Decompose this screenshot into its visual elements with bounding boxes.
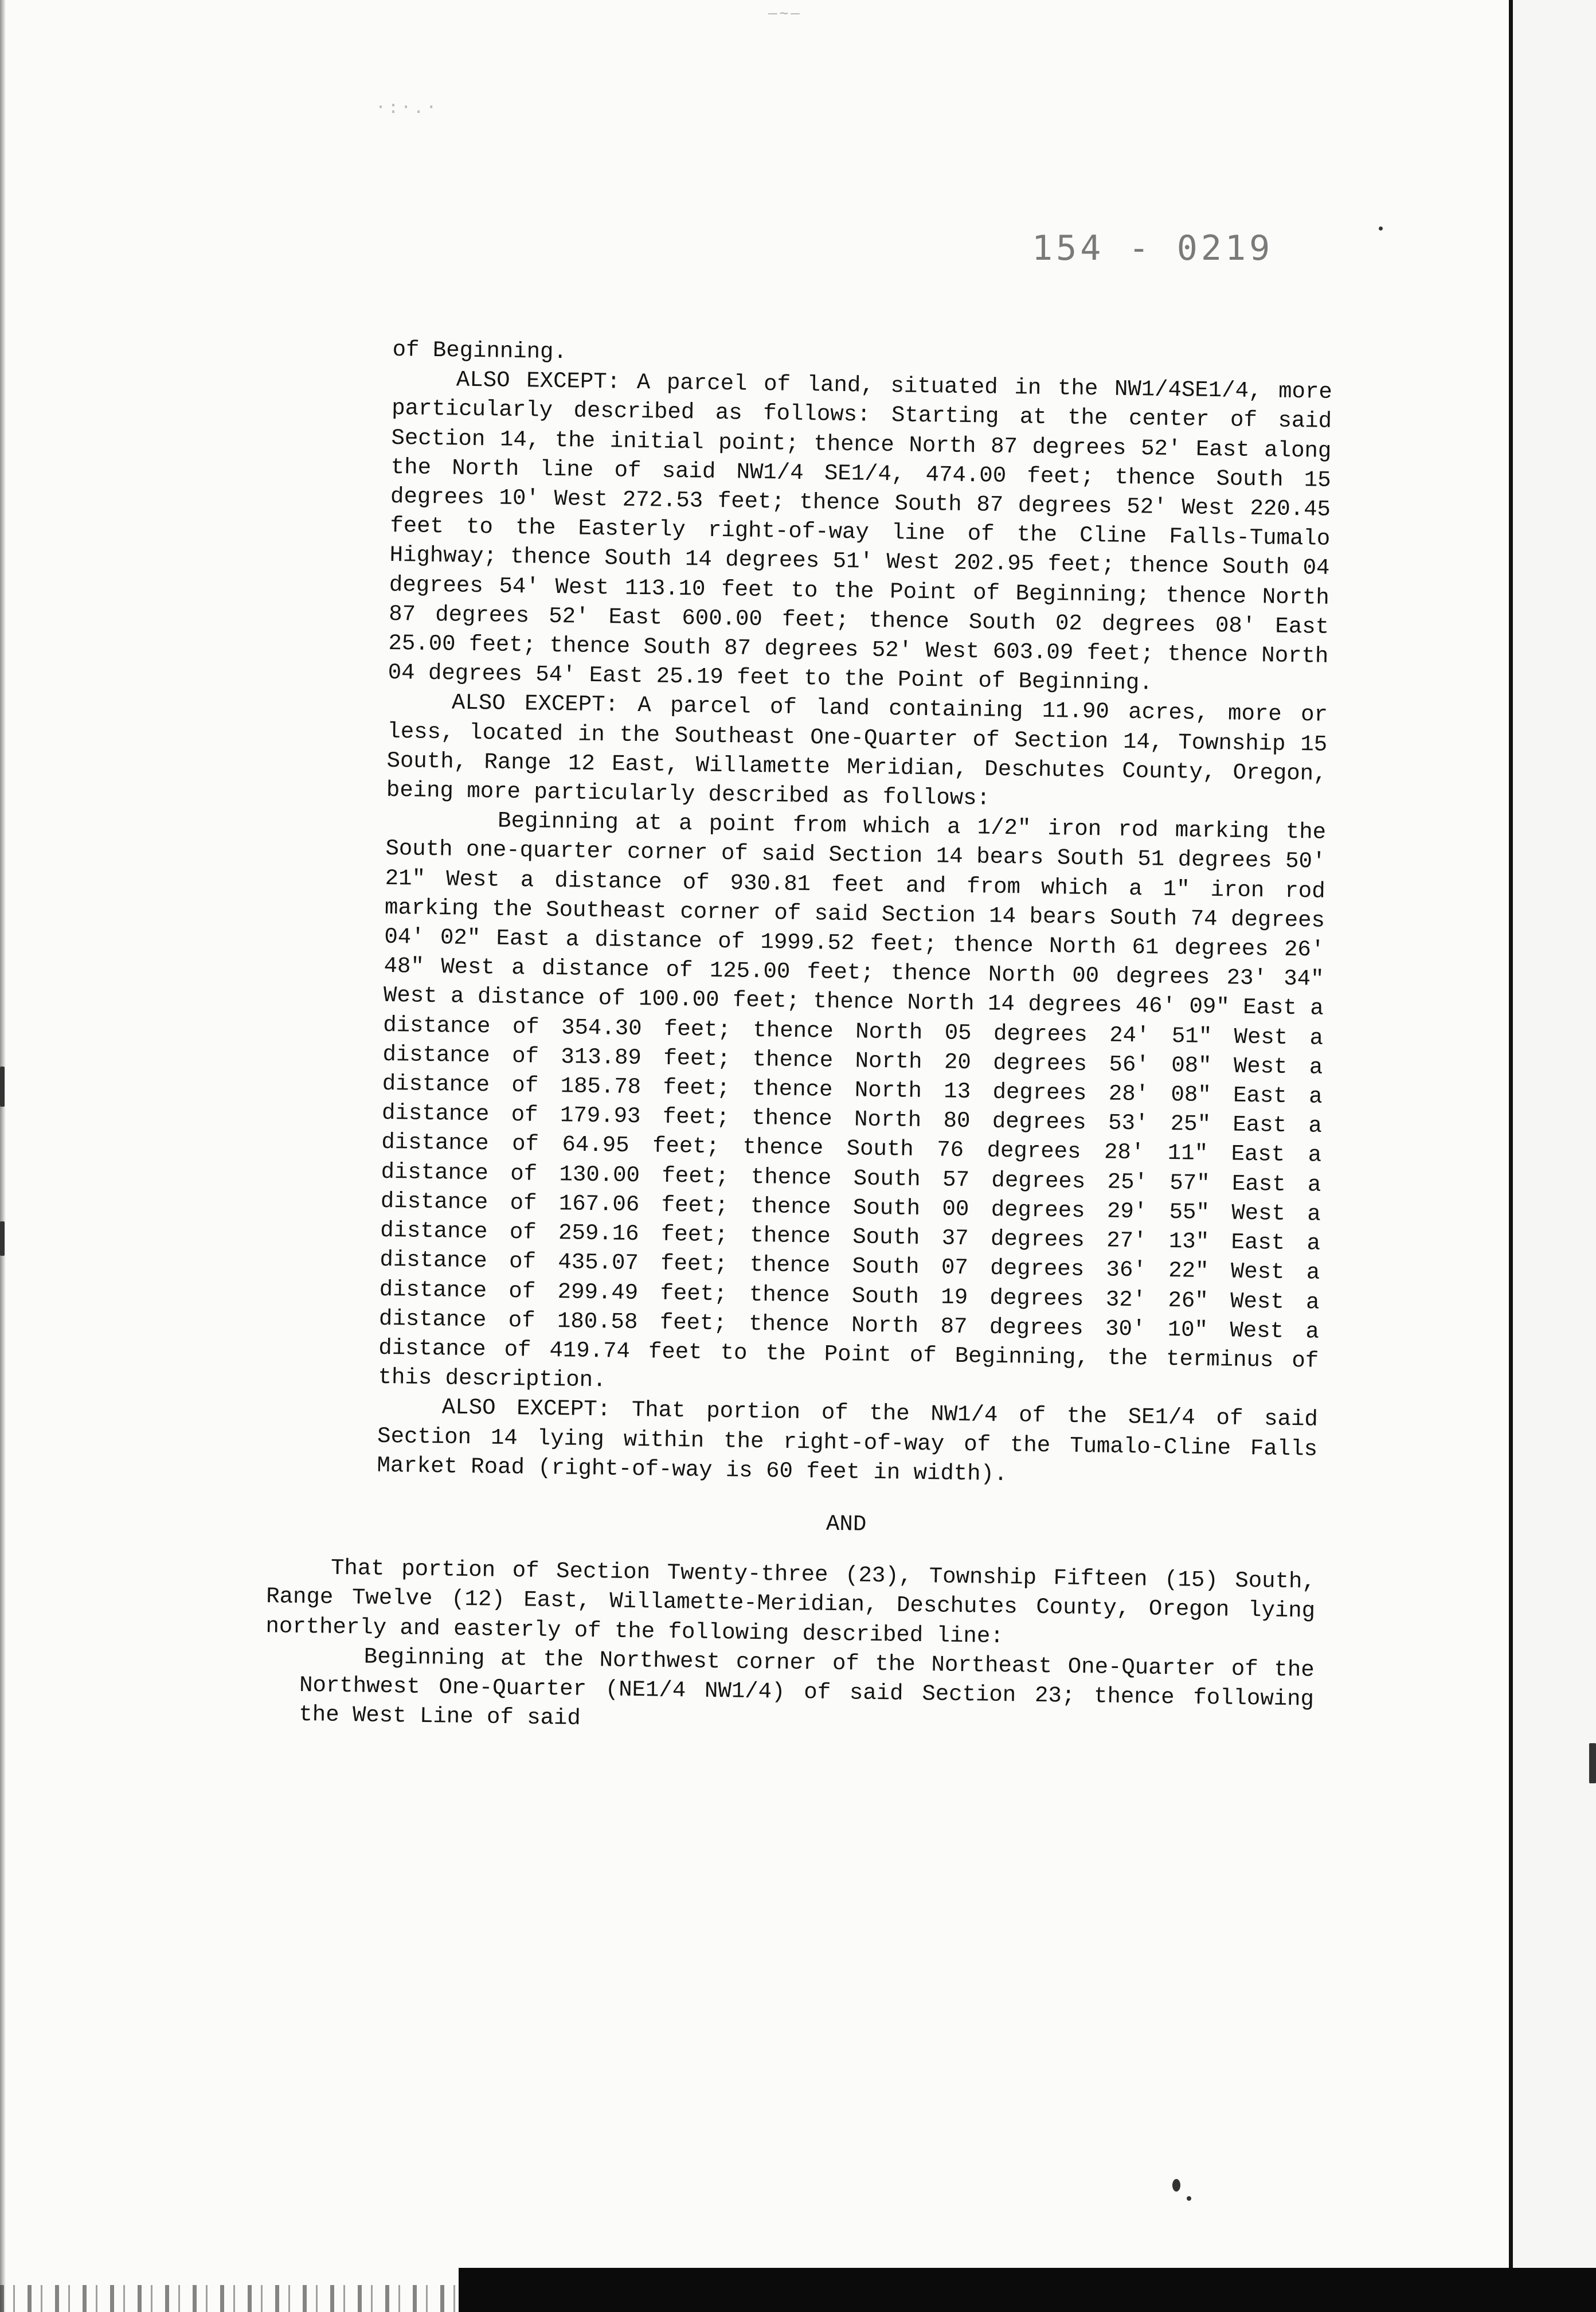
scan-speck — [1187, 2196, 1191, 2201]
scan-smudge: ·:·.· — [375, 97, 439, 118]
paragraph: ALSO EXCEPT: That portion of the NW1/4 of the SE1/4 of said Section 14 lying within the right-of-way of the Tumalo-Cline Falls Market Road (right-of-way is 60 feet in width). — [377, 1395, 1319, 1487]
scan-speck — [1172, 2179, 1180, 2192]
scan-bottom-bar — [459, 2268, 1596, 2312]
paragraph: Beginning at a point from which a 1/2" iron rod marking the South one-quarter corner of said Section 14 bears South 51 degrees 50' 21" West a distance of 930.81 feet and from which a 1" iron rod marking the Southeast corner of said Section 14 bears South 74 degrees 04' 02" East a distance of 1999.52 feet; thence North 61 degrees 26' 48" West a distance of 125.00 feet; thence North 00 degrees 23' 34" West a distance of 100.00 feet; thence North 14 degrees 46' 09" East a distance of 354.30 feet; thence North 05 degrees 24' 51" West a distance of 313.89 feet; thence North 20 degrees 56' 08" West a distance of 185.78 feet; thence North 13 degrees 28' 08" East a distance of 179.93 feet; thence North 80 degrees 53' 25" East a distance of 64.95 feet; thence South 76 degrees 28' 11" East a distance of 130.00 feet; thence South 57 degrees 25' 57" East a distance of 167.06 feet; thence South 00 degrees 29' 55" West a distance of 259.16 feet; thence South 37 degrees 27' 13" East a distance of 435.07 feet; thence South 07 degrees 36' 22" West a distance of 299.49 feet; thence South 19 degrees 32' 26" West a distance of 180.58 feet; thence North 87 degrees 30' 10" West a distance of 419.74 feet to the Point of Beginning, the terminus of this description. — [378, 808, 1327, 1393]
scan-speck — [0, 1221, 5, 1256]
paragraph: of Beginning. — [392, 337, 568, 365]
adjacent-page-margin — [1513, 0, 1596, 2312]
legal-description — [265, 335, 1333, 1744]
scan-speck — [0, 1067, 5, 1107]
page-number: 154 - 0219 — [1032, 228, 1274, 268]
paragraph: ALSO EXCEPT: A parcel of land containing 11.90 acres, more or less, located in the Southeast One-Quarter of Section 14, Township 15 South, Range 12 East, Willamette Meridian, Deschutes County, Oregon, being more particularly described as follows: — [386, 690, 1328, 811]
paragraph: ALSO EXCEPT: A parcel of land, situated in the NW1/4SE1/4, more particularly described as follows: Starting at the center of said Section 14, the initial point; thence North 87 degrees 52' East along the North line of said NW1/4 SE1/4, 474.00 feet; thence South 15 degrees 10' West 272.53 feet; thence South 87 degrees 52' West 220.45 feet to the Easterly right-of-way line of the Cline Falls-Tumalo Highway; thence South 14 degrees 51' West 202.95 feet; thence South 04 degrees 54' West 113.10 feet to the Point of Beginning; thence North 87 degrees 52' East 600.00 feet; thence South 02 degrees 08' East 25.00 feet; thence South 87 degrees 52' West 603.09 feet; thence North 04 degrees 54' East 25.19 feet to the Point of Beginning. — [388, 367, 1333, 696]
paragraph: That portion of Section Twenty-three (23), Township Fifteen (15) South, Range Twelve (12) East, Willamette-Meridian, Deschutes County, Oregon lying northerly and easterly of the following described line: — [265, 1555, 1316, 1649]
scan-noise-bottom — [0, 2285, 459, 2312]
section-separator: AND — [826, 1511, 867, 1537]
scan-smudge: —~— — [768, 5, 802, 22]
page-border-line — [1509, 0, 1513, 2268]
scan-speck — [1589, 1743, 1596, 1783]
paragraph: Beginning at the Northwest corner of the Northeast One-Quarter of the Northwest One-Quarter (NE1/4 NW1/4) of said Section 23; thence following the West Line of said — [299, 1644, 1315, 1731]
scan-edge-shadow — [0, 0, 6, 2312]
scan-speck — [1379, 226, 1383, 231]
